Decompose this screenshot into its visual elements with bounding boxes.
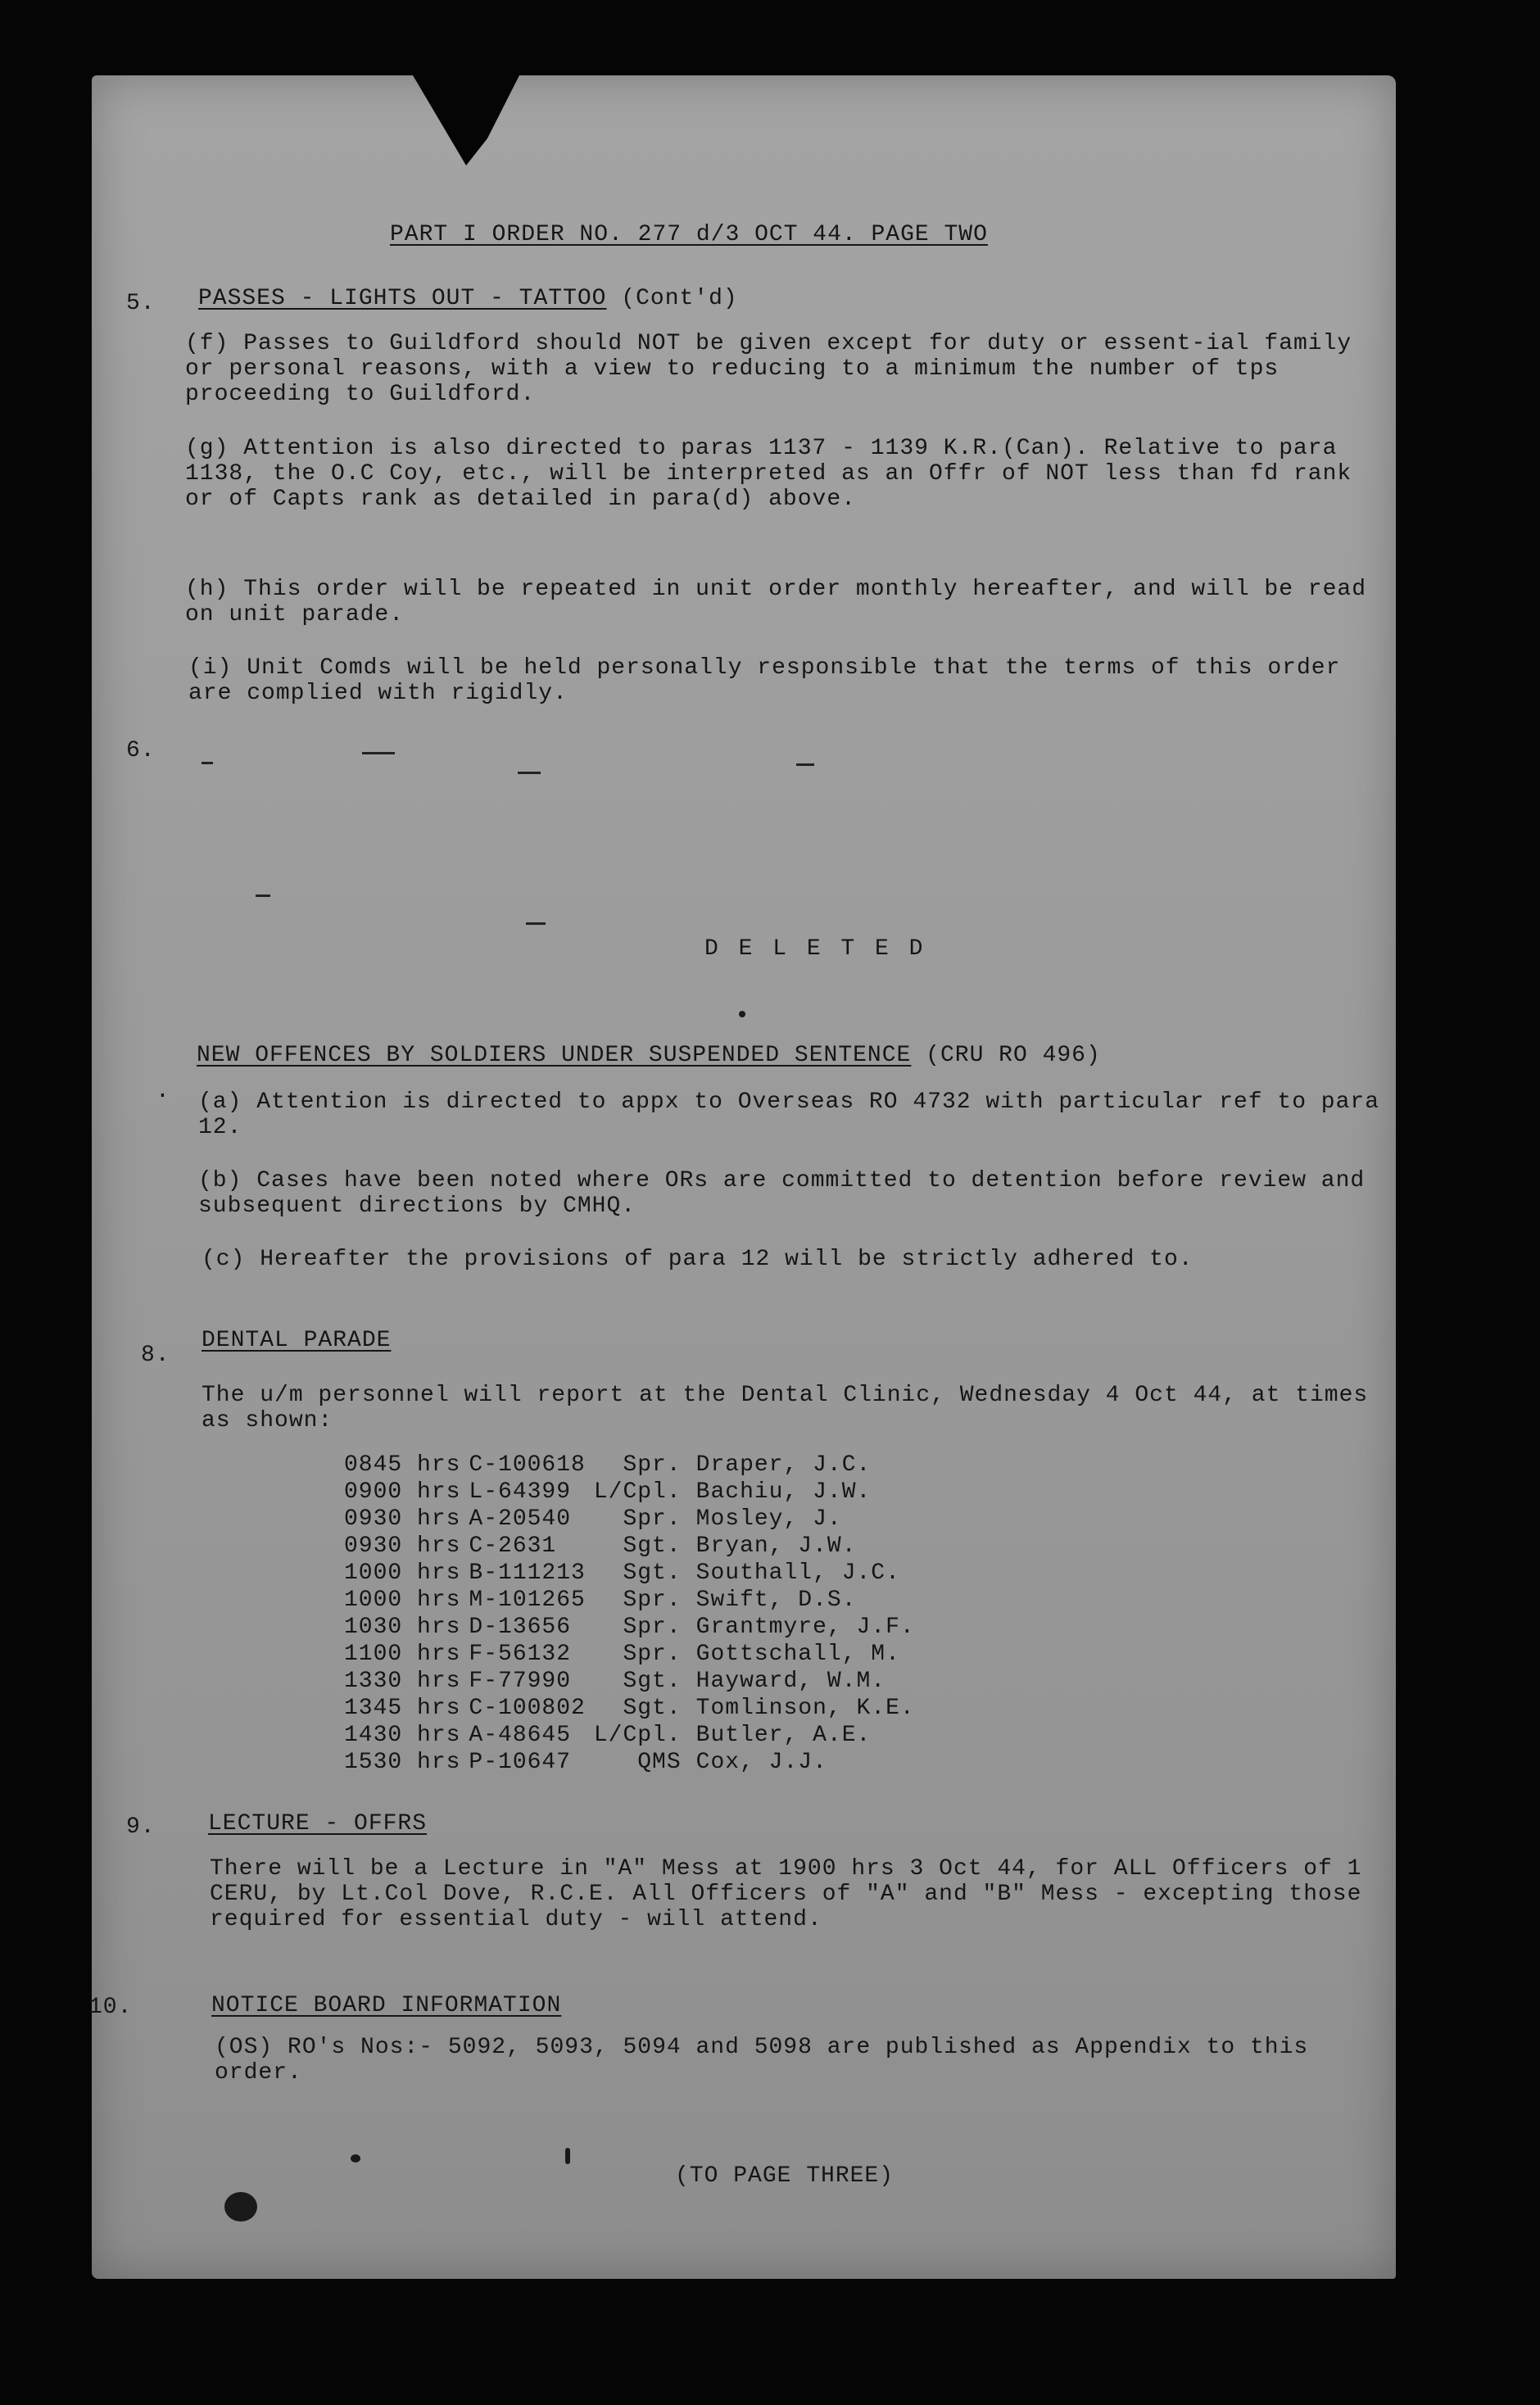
dental-service-number: A-20540 [469,1506,572,1532]
dental-rank: Spr. [623,1615,682,1640]
ink-mark [565,2148,570,2164]
para-7a: (a) Attention is directed to appx to Overseas RO 4732 with particular ref to para 12. [198,1089,1380,1140]
dental-row [344,1587,923,1614]
dental-rank: Spr. [623,1642,682,1667]
dental-rank: QMS [637,1750,682,1775]
dental-name: Bachiu, J.W. [695,1479,872,1505]
dental-name: Gottschall, M. [695,1642,900,1667]
dental-name: Hayward, W.M. [695,1669,886,1694]
section-5-number: 5. [126,291,156,316]
dental-rank: Sgt. [623,1696,682,1721]
dental-service-number: F-77990 [469,1669,572,1694]
dental-rank: Sgt. [623,1669,682,1694]
erased-mark [526,922,546,925]
dental-schedule-table [344,1452,923,1776]
dental-row [344,1506,923,1533]
dental-service-number: M-101265 [469,1587,586,1613]
section-8-title: DENTAL PARADE [202,1328,392,1353]
dental-name: Tomlinson, K.E. [695,1696,915,1721]
dental-name: Cox, J.J. [695,1750,827,1775]
dental-service-number: C-2631 [469,1533,557,1559]
dental-row [344,1560,923,1587]
para-5h: (h) This order will be repeated in unit order monthly hereafter, and will be read on unit parade. [185,577,1367,627]
dental-name: Mosley, J. [695,1506,842,1532]
dental-time: 0900 hrs [344,1479,461,1505]
dental-time: 1330 hrs [344,1669,461,1694]
para-5f: (f) Passes to Guildford should NOT be given except for duty or essent-ial family or personal reasons, with a view to reducing to a minimum the number of tps proceeding to Guildford. [185,331,1352,407]
dental-time: 0845 hrs [344,1452,461,1478]
dental-row [344,1641,923,1668]
dental-name: Southall, J.C. [695,1560,900,1586]
dental-service-number: L-64399 [469,1479,572,1505]
dental-rank: Sgt. [623,1533,682,1559]
section-7-title: NEW OFFENCES BY SOLDIERS UNDER SUSPENDED SENTENCE [197,1043,912,1068]
para-7c: (c) Hereafter the provisions of para 12 will be strictly adhered to. [202,1247,1194,1272]
para-7b: (b) Cases have been noted where ORs are committed to detention before review and subsequent directions by CMHQ. [198,1168,1366,1219]
dental-service-number: B-111213 [469,1560,586,1586]
section-10-text: (OS) RO's Nos:- 5092, 5093, 5094 and 5098 are published as Appendix to this order. [215,2035,1309,2086]
section-6-number: 6. [126,738,156,763]
para-5g: (g) Attention is also directed to paras 1137 - 1139 K.R.(Can). Relative to para 1138, the O.C Coy, etc., will be interpreted as an Offr of NOT less than fd rank or of Capts rank as detailed in para(d) above. [185,436,1352,512]
dental-row [344,1668,923,1695]
dental-service-number: C-100618 [469,1452,586,1478]
erased-mark [518,772,541,774]
section-8-number: 8. [141,1343,170,1368]
dental-time: 1530 hrs [344,1750,461,1775]
dental-name: Draper, J.C. [695,1452,872,1478]
dental-time: 0930 hrs [344,1506,461,1532]
para-5i: (i) Unit Comds will be held personally responsible that the terms of this order are complied with rigidly. [188,655,1341,706]
dental-row [344,1749,923,1776]
page-footer: (TO PAGE THREE) [675,2163,895,2189]
dental-service-number: P-10647 [469,1750,572,1775]
section-9-title: LECTURE - OFFRS [208,1811,428,1837]
dental-row [344,1722,923,1749]
dental-time: 1345 hrs [344,1696,461,1721]
dental-row [344,1479,923,1506]
deleted-notice: D E L E T E D [704,936,926,962]
section-5-title: PASSES - LIGHTS OUT - TATTOO [198,286,607,311]
dental-service-number: D-13656 [469,1615,572,1640]
section-7-suffix: (CRU RO 496) [926,1043,1101,1068]
dental-rank: Spr. [623,1452,682,1478]
ink-dot [739,1011,745,1017]
dental-row [344,1452,923,1479]
dental-time: 1430 hrs [344,1723,461,1748]
dental-name: Grantmyre, J.F. [695,1615,915,1640]
erased-mark [202,762,213,764]
dental-service-number: F-56132 [469,1642,572,1667]
dental-row [344,1695,923,1722]
dental-name: Swift, D.S. [695,1587,857,1613]
torn-edge [413,75,519,165]
section-9-number: 9. [126,1814,156,1840]
dental-rank: L/Cpl. [593,1479,682,1505]
dental-row [344,1533,923,1560]
dental-rank: Sgt. [623,1560,682,1586]
erased-mark [796,763,814,766]
page-header: PART I ORDER NO. 277 d/3 OCT 44. PAGE TWO [390,222,988,247]
dental-time: 1030 hrs [344,1615,461,1640]
dental-service-number: C-100802 [469,1696,586,1721]
section-7-heading [197,1042,1101,1069]
dental-rank: Spr. [623,1587,682,1613]
section-10-title: NOTICE BOARD INFORMATION [211,1993,562,2018]
dental-time: 1000 hrs [344,1587,461,1613]
section-10-number: 10. [88,1995,133,2020]
section-8-intro: The u/m personnel will report at the Dental Clinic, Wednesday 4 Oct 44, at times as shown: [202,1383,1369,1433]
dental-name: Butler, A.E. [695,1723,872,1748]
section-5-heading [198,285,738,312]
document-page [88,75,1396,2279]
dental-name: Bryan, J.W. [695,1533,857,1559]
erased-mark [256,895,270,897]
section-9-text: There will be a Lecture in "A" Mess at 1900 hrs 3 Oct 44, for ALL Officers of 1 CERU, by Lt.Col Dove, R.C.E. All Officers of "A" and "B" Mess - excepting those required for essential duty - will attend. [210,1856,1362,1932]
dental-time: 1100 hrs [344,1642,461,1667]
erased-mark [362,752,395,754]
ink-stain [224,2192,257,2222]
ink-dot [351,2154,360,2163]
dental-time: 0930 hrs [344,1533,461,1559]
dental-row [344,1614,923,1641]
dental-rank: Spr. [623,1506,682,1532]
dental-rank: L/Cpl. [593,1723,682,1748]
dental-time: 1000 hrs [344,1560,461,1586]
dental-service-number: A-48645 [469,1723,572,1748]
section-5-suffix: (Cont'd) [621,286,738,311]
section-7-number: . [156,1079,170,1104]
